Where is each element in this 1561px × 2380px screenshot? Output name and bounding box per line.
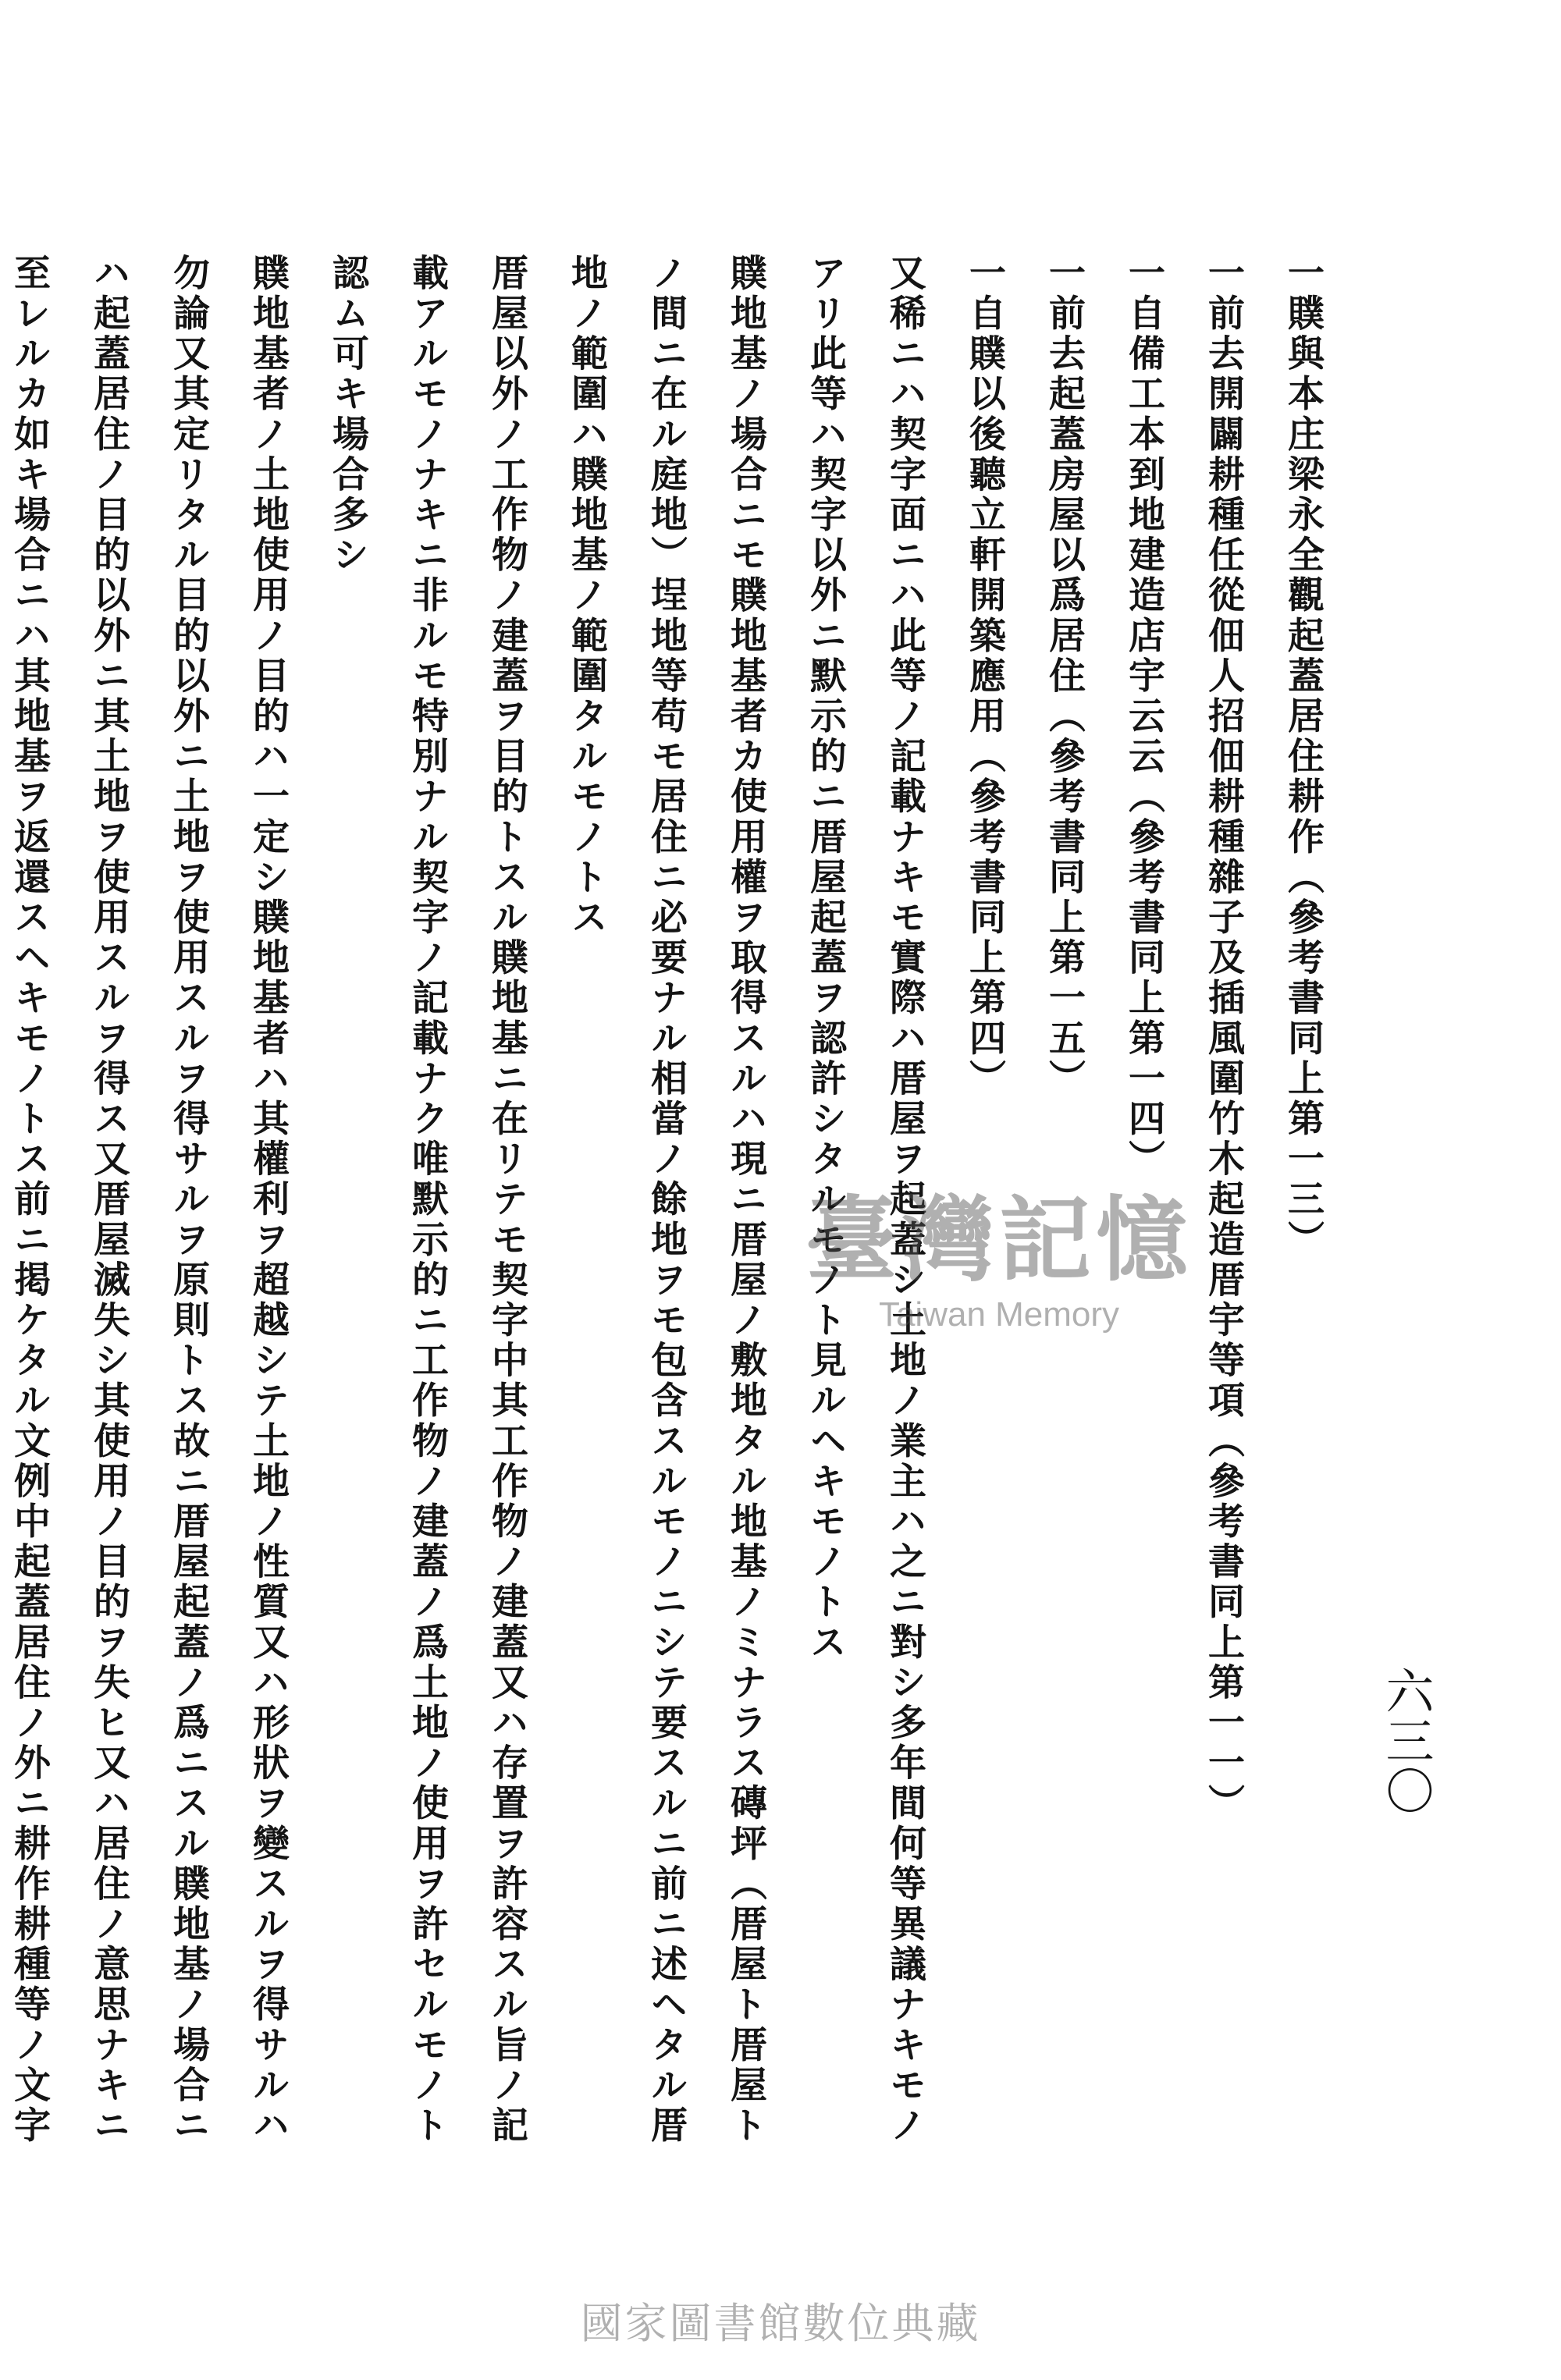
entry-4: 一前去起蓋房屋以爲居住（參考書同上第一五） [1043, 254, 1086, 1099]
entry-2: 一前去開闢耕種任從佃人招佃耕種雜子及插風圍竹木起造厝宇等項（參考書同上第一一） [1202, 254, 1245, 1824]
entry-1: 一贌與本庄梁永全觀起蓋居住耕作（參考書同上第一三） [1282, 254, 1325, 1260]
entry-3: 一自備工本到地建造店宇云云（參考書同上第一四） [1122, 254, 1165, 1180]
paragraph-1: 又稀ニハ契字面ニハ此等ノ記載ナキモ實際ハ厝屋ヲ起蓋シ土地ノ業主ハ之ニ對シ多年間何等異議ナキモノアリ此等ハ契字以外ニ默示的ニ厝屋起蓋ヲ認許シタルモノト見ルヘキモノトス [804, 254, 926, 2147]
page-number: 六三〇 [1378, 1666, 1435, 1816]
vertical-text-block [0, 254, 1342, 2150]
paragraph-4: 贌地基者ノ土地使用ノ目的ハ一定シ贌地基者ハ其權利ヲ超越シテ土地ノ性質又ハ形狀ヲ變スルヲ得サルハ勿論又其定リタル目的以外ニ土地ヲ使用スルヲ得サルヲ原則トス故ニ厝屋起蓋ノ爲ニスル贌地基ノ場合ニハ起蓋居住ノ目的以外ニ其土地ヲ使用スルヲ得ス又厝屋滅失シ其使用ノ目的ヲ失ヒ又ハ居住ノ意思ナキニ至レルカ如キ場合ニハ其地基ヲ返還スヘキモノトス前ニ掲ケタル文例中起蓋居住ノ外ニ耕作耕種等ノ文字 [8, 254, 290, 2147]
library-footer: 國家圖書館數位典藏 [580, 2299, 981, 2348]
watermark-logo: 臺灣記憶 [805, 1185, 1193, 1294]
watermark-subtitle: Taiwan Memory [878, 1295, 1120, 1334]
paragraph-2: 贌地基ノ場合ニモ贌地基者カ使用權ヲ取得スルハ現ニ厝屋ノ敷地タル地基ノミナラス磚坪（厝屋ト厝屋トノ間ニ在ル庭地）埕地等苟モ居住ニ必要ナル相當ノ餘地ヲモ包含スルモノニシテ要スルニ前ニ述ヘタル厝地ノ範圍ハ贌地基ノ範圍タルモノトス [565, 254, 767, 2147]
paragraph-3: 厝屋以外ノ工作物ノ建蓋ヲ目的トスル贌地基ニ在リテモ契字中其工作物ノ建蓋又ハ存置ヲ許容スル旨ノ記載アルモノナキニ非ルモ特別ナル契字ノ記載ナク唯默示的ニ工作物ノ建蓋ノ爲土地ノ使用ヲ許セルモノト認ム可キ場合多シ [326, 254, 528, 2147]
entry-5: 一自贌以後聽立軒開築應用（參考書同上第四） [963, 254, 1006, 1099]
